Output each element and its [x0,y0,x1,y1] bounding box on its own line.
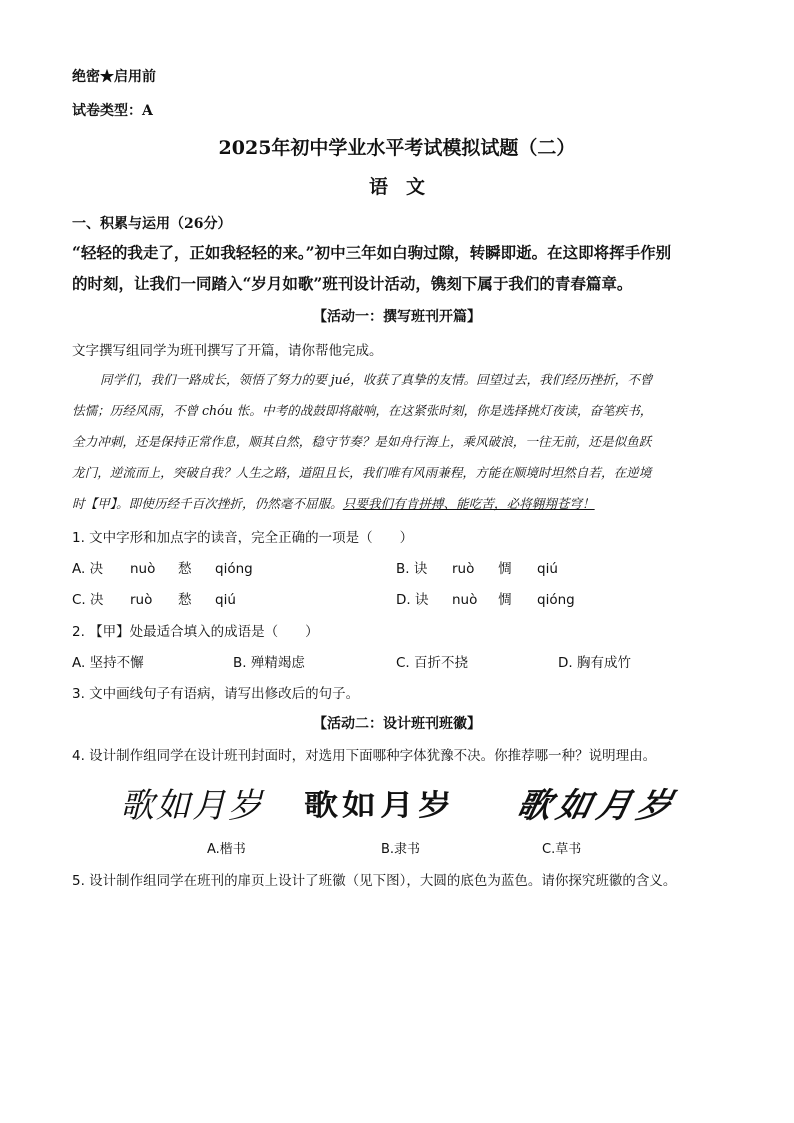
font-label-b: B.隶书 [381,842,421,857]
q1-option-d: D. 诀 nuò 惆 qióng [396,592,575,608]
q1-stem: 1. 文中字形和加点字的读音，完全正确的一项是（ ） [72,530,414,546]
q1-option-a: A. 决 nuò 愁 qióng [72,561,253,577]
q2-option-b: B. 殚精竭虑 [233,655,305,671]
subject-title: 语文 [368,176,443,198]
q2-option-d: D. 胸有成竹 [558,655,631,671]
calligraphy-sample-caoshu: 歌如月岁 [513,786,682,826]
calligraphy-sample-lishu: 歌如月岁 [304,788,456,823]
calligraphy-sample-kaishu: 歌如月岁 [120,786,264,826]
passage-line-4: 龙门，逆流而上，突破自我？人生之路，道阻且长，我们唯有风雨兼程，方能在顺境时坦然自若，在逆境 [72,465,652,480]
passage-line-5 [72,493,722,512]
q4-stem: 4. 设计制作组同学在设计班刊封面时，对选用下面哪种字体犹豫不决。你推荐哪一种？说明理由。 [72,748,657,764]
paper-type-label: 试卷类型：A [72,103,153,119]
passage-line-2: 怯懦；历经风雨，不曾 chóu 怅。中考的战鼓即将敲响，在这紧张时刻，你是选择挑灯夜读，奋笔疾书， [72,403,653,418]
font-label-a: A.楷书 [207,842,246,857]
passage-line-3: 全力冲刺，还是保持正常作息，顺其自然，稳守节奏？是如舟行海上，乘风破浪，一往无前，还是似鱼跃 [72,434,652,449]
q2-stem: 2. 【甲】处最适合填入的成语是（ ） [72,624,319,640]
q2-option-a: A. 坚持不懈 [72,655,144,671]
q2-option-c: C. 百折不挠 [396,655,469,671]
exam-title: 2025年初中学业水平考试模拟试题（二） [218,137,576,159]
q3-stem: 3. 文中画线句子有语病，请写出修改后的句子。 [72,686,360,702]
q5-stem: 5. 设计制作组同学在班刊的扉页上设计了班徽（见下图），大圆的底色为蓝色。请你探究班徽的含义。 [72,873,677,889]
q1-option-c: C. 决 ruò 愁 qiú [72,592,236,608]
section-heading: 一、积累与运用（26分） [72,216,232,232]
underlined-sentence: 只要我们有肯拼搏、能吃苦，必将翱翔苍穹！ [342,496,595,511]
secret-label: 绝密★启用前 [72,69,156,85]
intro-line-1: “轻轻的我走了，正如我轻轻的来。”初中三年如白驹过隙，转瞬即逝。在这即将挥手作别 [72,243,672,262]
q1-option-b: B. 诀 ruò 惆 qiú [396,561,558,577]
intro-line-2: 的时刻，让我们一同踏入“岁月如歌”班刊设计活动，镌刻下属于我们的青春篇章。 [72,274,633,293]
passage-line-5-text: 时【甲】。即使历经千百次挫折，仍然毫不屈服。 [72,496,343,511]
passage-line-1: 同学们，我们一路成长，领悟了努力的要 jué，收获了真挚的友情。回望过去，我们经历挫折，不曾 [100,372,653,387]
font-label-c: C.草书 [542,842,582,857]
activity2-heading: 【活动二：设计班刊班徽】 [313,716,481,732]
activity1-instruction: 文字撰写组同学为班刊撰写了开篇，请你帮他完成。 [72,343,383,359]
activity1-heading: 【活动一：撰写班刊开篇】 [313,309,481,325]
